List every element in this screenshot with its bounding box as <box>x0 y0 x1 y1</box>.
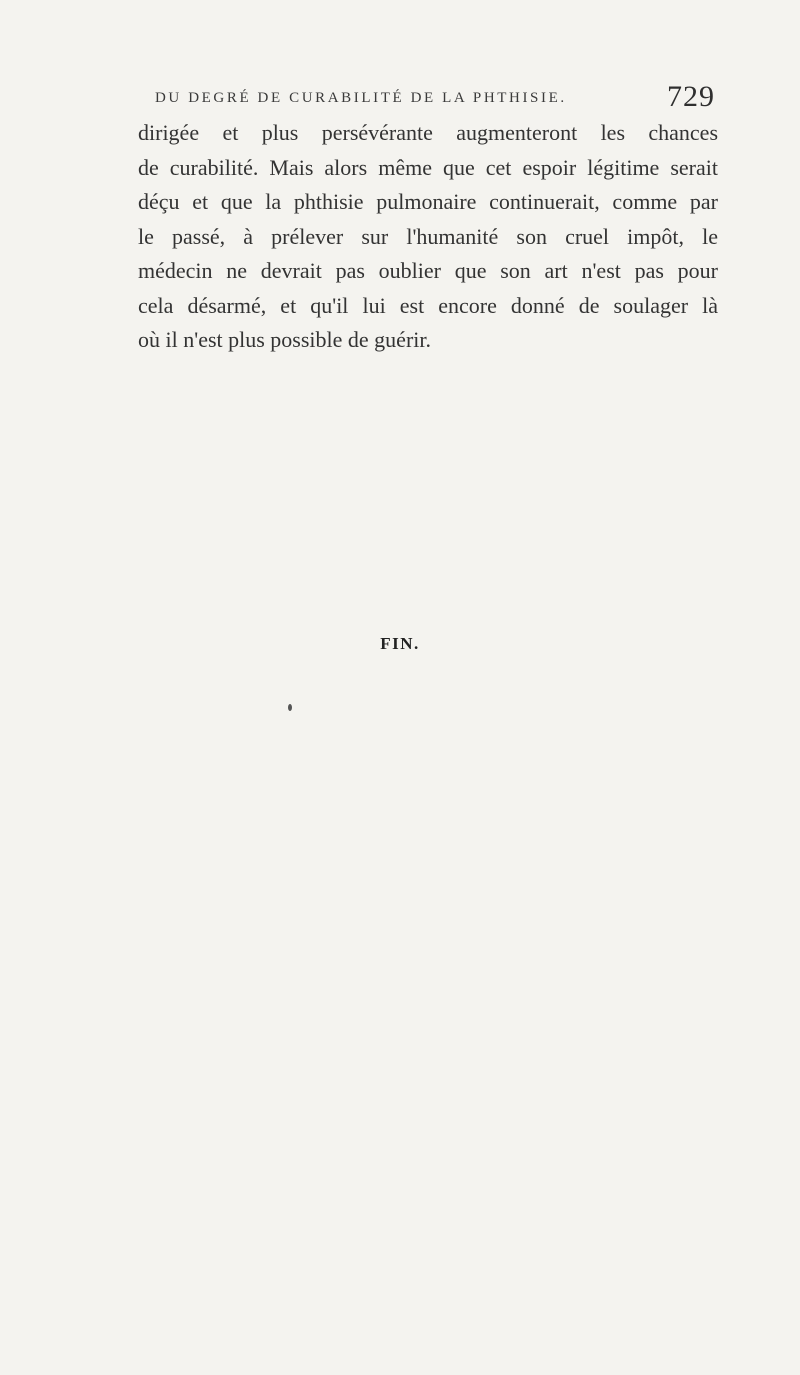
text-line: médecin ne devrait pas oublier que son art n'est pas pour <box>138 258 718 283</box>
text-line: de curabilité. Mais alors même que cet espoir légitime serait <box>138 154 718 180</box>
running-title: DU DEGRÉ DE CURABILITÉ DE LA PHTHISIE. <box>155 90 567 106</box>
ink-speck <box>288 704 292 711</box>
running-head <box>155 80 715 114</box>
text-line: où il n'est plus possible de guérir. <box>138 327 431 352</box>
text-line: le passé, à prélever sur l'humanité son cruel impôt, le <box>138 223 718 249</box>
text-line: déçu et que la phthisie pulmonaire continuerait, comme par <box>138 189 718 214</box>
end-mark: FIN. <box>380 634 420 653</box>
text-line: dirigée et plus persévérante augmenteront les chances <box>138 120 718 145</box>
page-number: 729 <box>667 80 715 113</box>
text-line: cela désarmé, et qu'il lui est encore donné de soulager là <box>138 292 718 318</box>
body-text <box>138 116 718 358</box>
